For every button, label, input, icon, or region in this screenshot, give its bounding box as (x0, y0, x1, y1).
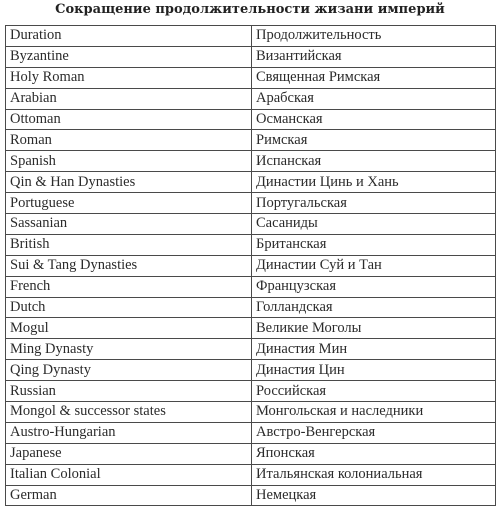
table-row (6, 130, 496, 151)
page-title: Сокращение продолжительности жизани империй (55, 2, 445, 17)
cell-russian: Великие Моголы (252, 318, 496, 339)
table-row (6, 464, 496, 485)
table-row (6, 360, 496, 381)
cell-russian: Российская (252, 381, 496, 402)
cell-english: Japanese (6, 443, 252, 464)
cell-russian: Японская (252, 443, 496, 464)
table-header-row (6, 26, 496, 47)
cell-russian: Итальянская колониальная (252, 464, 496, 485)
cell-english: Mogul (6, 318, 252, 339)
table-row (6, 443, 496, 464)
cell-russian: Австро-Венгерская (252, 422, 496, 443)
cell-english: British (6, 234, 252, 255)
cell-russian: Священная Римская (252, 67, 496, 88)
cell-english: Spanish (6, 151, 252, 172)
cell-english: Portuguese (6, 193, 252, 214)
table-row (6, 172, 496, 193)
cell-english: Mongol & successor states (6, 402, 252, 423)
table-row (6, 381, 496, 402)
cell-english: Ming Dynasty (6, 339, 252, 360)
table-row (6, 46, 496, 67)
cell-english: Austro-Hungarian (6, 422, 252, 443)
cell-english: Sui & Tang Dynasties (6, 255, 252, 276)
cell-russian: Династия Мин (252, 339, 496, 360)
table-row (6, 214, 496, 235)
cell-russian: Византийская (252, 46, 496, 67)
cell-english: Russian (6, 381, 252, 402)
table-row (6, 318, 496, 339)
cell-english: Byzantine (6, 46, 252, 67)
cell-english: German (6, 485, 252, 506)
table-row (6, 151, 496, 172)
table-row (6, 255, 496, 276)
cell-russian: Османская (252, 109, 496, 130)
cell-russian: Сасаниды (252, 214, 496, 235)
cell-russian: Династии Цинь и Хань (252, 172, 496, 193)
table-row (6, 67, 496, 88)
cell-russian: Монгольская и наследники (252, 402, 496, 423)
cell-english: Qing Dynasty (6, 360, 252, 381)
table-row (6, 234, 496, 255)
table-row (6, 402, 496, 423)
cell-russian: Римская (252, 130, 496, 151)
cell-english: Dutch (6, 297, 252, 318)
cell-english: Qin & Han Dynasties (6, 172, 252, 193)
cell-english: Ottoman (6, 109, 252, 130)
table-row (6, 485, 496, 506)
cell-russian: Немецкая (252, 485, 496, 506)
cell-russian: Голландская (252, 297, 496, 318)
table-row (6, 276, 496, 297)
table-row (6, 88, 496, 109)
table-row (6, 422, 496, 443)
cell-russian: Династии Суй и Тан (252, 255, 496, 276)
cell-english: Italian Colonial (6, 464, 252, 485)
cell-english: Sassanian (6, 214, 252, 235)
table-row (6, 109, 496, 130)
cell-russian: Британская (252, 234, 496, 255)
cell-russian: Португальская (252, 193, 496, 214)
table-row (6, 193, 496, 214)
cell-russian: Династия Цин (252, 360, 496, 381)
cell-english: Holy Roman (6, 67, 252, 88)
table-row (6, 339, 496, 360)
cell-english: French (6, 276, 252, 297)
cell-russian: Французская (252, 276, 496, 297)
cell-russian: Испанская (252, 151, 496, 172)
empire-duration-table (5, 25, 496, 506)
table-row (6, 297, 496, 318)
cell-english: Roman (6, 130, 252, 151)
header-cell-english: Duration (6, 26, 252, 47)
header-cell-russian: Продолжительность (252, 26, 496, 47)
cell-english: Arabian (6, 88, 252, 109)
cell-russian: Арабская (252, 88, 496, 109)
